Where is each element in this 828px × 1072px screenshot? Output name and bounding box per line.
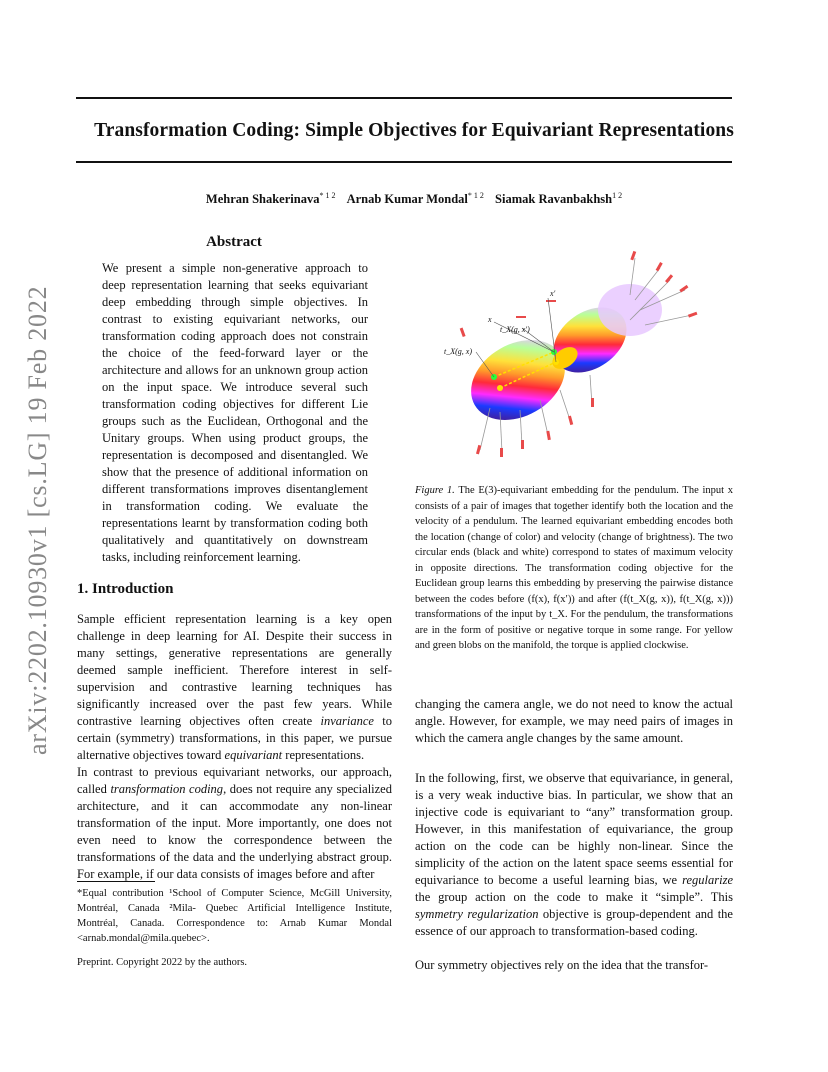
manifold-figure — [430, 240, 730, 470]
arxiv-identifier: arXiv:2202.10930v1 [cs.LG] 19 Feb 2022 — [23, 285, 52, 755]
author-3: Siamak Ravanbakhsh$^{1 2}$ — [495, 191, 623, 206]
manifold-surface — [457, 284, 662, 436]
abstract-heading: Abstract — [206, 234, 262, 250]
top-rule — [76, 97, 732, 99]
intro-paragraph-1: Sample efficient representation learning is a key open challenge in deep learning for AI. Despite their success in many settings, generative representations are generally deemed sample inefficient. Therefore interest in self-supervision and contrastive learning techniques has significantly increased over the past few years. While contrastive learning objectives often create invariance to certain (symmetry) transformations, in this paper, we pursue alternative objectives toward equivariant representations. — [77, 612, 392, 762]
right-paragraph-1: changing the camera angle, we do not need to know the actual angle. However, for example, we may need pairs of images in which the camera angle changes by the same amount. — [415, 697, 733, 745]
title-rule — [76, 161, 732, 163]
author-list — [60, 191, 768, 207]
right-paragraph-3: Our symmetry objectives rely on the idea that the transfor- — [415, 958, 709, 972]
figure-1-caption: Figure 1. The E(3)-equivariant embedding for the pendulum. The input x consists of a pair of images that together identify both the location and the velocity of a pendulum. The learned equivariant embedding encodes both the location (change of color) and velocity (change of brightness). The two circular ends (black and white) correspond to states of maximum velocity in opposite directions. The transformation coding objective for the Euclidean group learns this embedding by preserving the pairwise distance between the codes before (f(x), f(x′)) and after (f(t_X(g, x)), f(t_X(g, x))) transformations of the input by t_X. For the pendulum, the transformations are in the form of positive or negative torque in some range. For yellow and green blobs on the manifold, the torque is applied clockwise. — [415, 485, 733, 651]
section-heading-introduction: 1. Introduction — [77, 581, 174, 597]
author-2: Arnab Kumar Mondal$^{* 1 2}$ — [346, 191, 484, 206]
label-x: x — [488, 315, 492, 324]
preprint-notice: Preprint. Copyright 2022 by the authors. — [77, 957, 248, 968]
footnote-rule — [77, 881, 155, 882]
figure-1-embedding-illustration — [430, 240, 730, 470]
label-x-prime: x′ — [550, 289, 556, 298]
abstract-text: We present a simple non-generative approach to deep representation learning that seeks equivariant deep embedding through simple objectives. In contrast to existing equivariant networks, our transformation coding approach does not constrain the choice of the feed-forward layer or the architecture and allows for an unknown group action on the input space. We introduce several such transformation coding objectives for different Lie groups such as the Euclidean, Orthogonal and the Unitary groups. When using product groups, the representation is decomposed and disentangled. We show that the presence of additional information on different transformations improves disentanglement in transformation coding. We evaluate the representations learnt by transformation coding both qualitatively and quantitatively on downstream tasks, including reinforcement learning. — [102, 261, 368, 564]
author-1: Mehran Shakerinava$^{* 1 2}$ — [205, 191, 336, 206]
label-tx-gx: t_X(g, x) — [444, 347, 472, 356]
intro-paragraph-2: In contrast to previous equivariant networks, our approach, called transformation coding, does not require any specialized architecture, and it can accommodate any non-linear transformation of the input. More importantly, one does not even need to know the correspondence between the transformations of the data and the underlying abstract group. For example, if our data consists of images before and after — [77, 765, 392, 881]
label-tx-gxprime: t_X(g, x′) — [500, 325, 530, 334]
right-paragraph-2: In the following, first, we observe that equivariance, in general, is a very weak inductive bias. In particular, we show that an injective code is equivariant to “any” transformation group. However, in this manifestation of equivariance, the group action on the code can be highly non-linear. Since the simplicity of the action on the latent space seems essential for equivariance to become a useful learning bias, we regularize the group action on the code to make it “simple”. This symmetry regularization objective is group-dependent and the essence of our approach to transformation-based coding. — [415, 771, 733, 938]
footnote: *Equal contribution ¹School of Computer Science, McGill University, Montréal, Canada ²Mila- Quebec Artificial Intelligence Institute, Montréal, Canada. Correspondence to: Arnab Kumar Mondal <arnab.mondal@mila.quebec>. — [77, 888, 392, 944]
paper-title: Transformation Coding: Simple Objectives for Equivariant Representations — [94, 120, 734, 141]
